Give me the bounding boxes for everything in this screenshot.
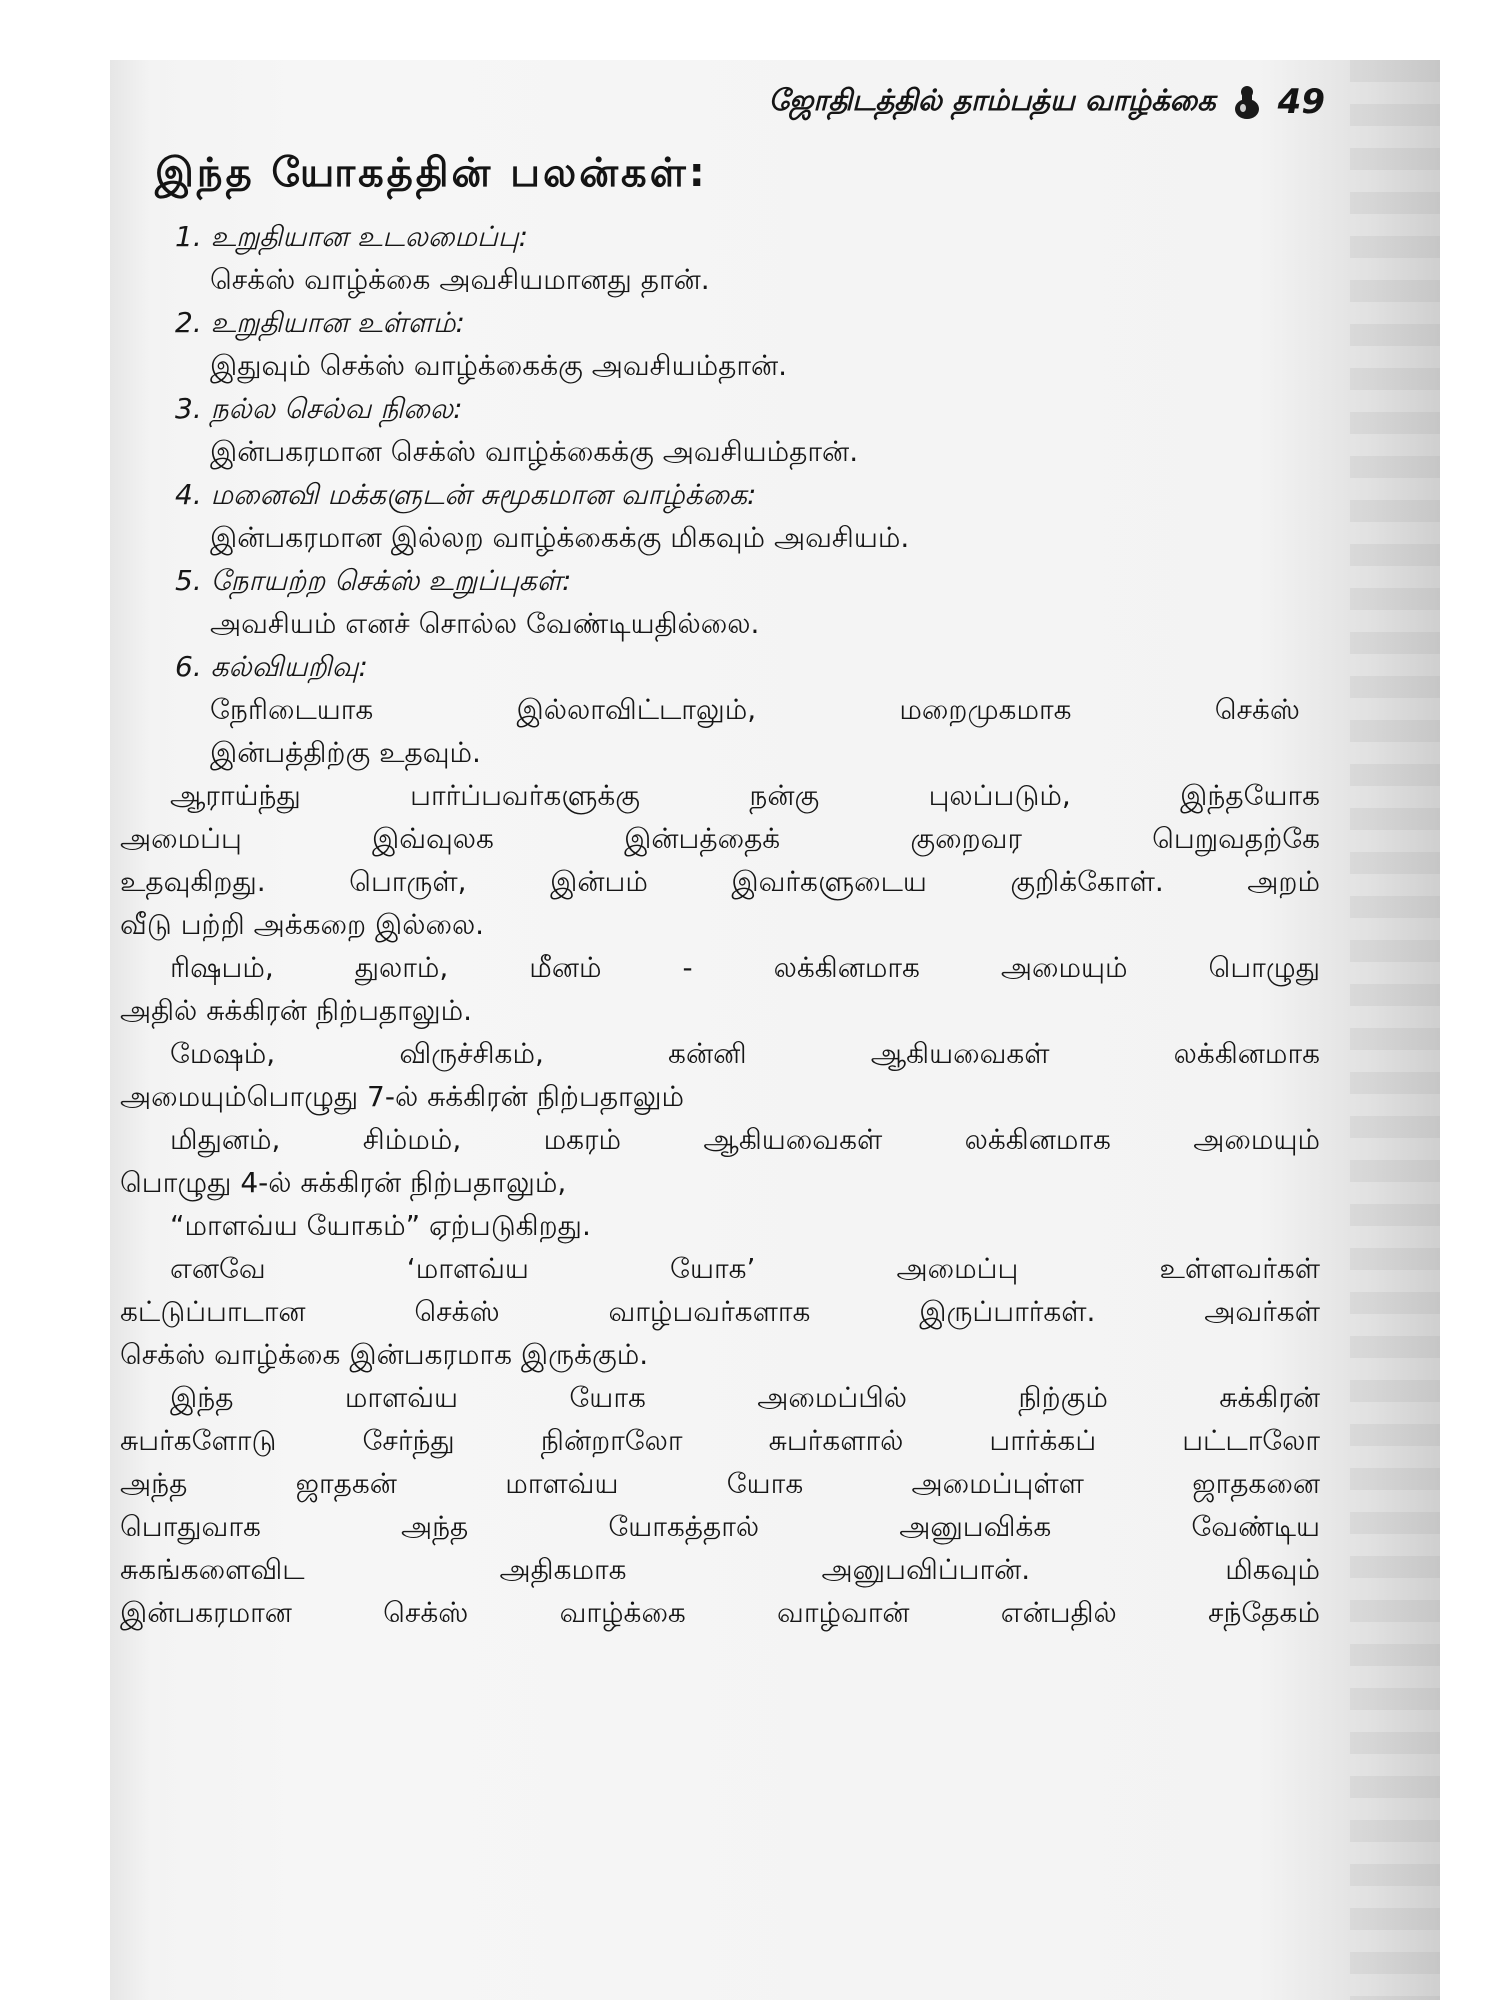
list-item-text: இன்பகரமான இல்லற வாழ்க்கைக்கு மிகவும் அவசியம். xyxy=(210,521,910,554)
paragraph-line: அமைப்பு இவ்வுலக இன்பத்தைக் குறைவர பெறுவதற்கே xyxy=(120,822,1320,855)
pot-ornament-icon xyxy=(1232,84,1262,120)
paragraph-line: சுகங்களைவிட அதிகமாக அனுபவிப்பான். மிகவும் xyxy=(120,1553,1320,1586)
paragraph-line: அமையும்பொழுது 7-ல் சுக்கிரன் நிற்பதாலும் xyxy=(120,1080,685,1113)
list-item-text: இன்பகரமான செக்ஸ் வாழ்க்கைக்கு அவசியம்தான். xyxy=(210,435,859,468)
paragraph-line: எனவே ‘மாளவ்ய யோக’ அமைப்பு உள்ளவர்கள் xyxy=(170,1252,1320,1285)
book-page xyxy=(110,60,1440,2000)
list-item-text: செக்ஸ் வாழ்க்கை அவசியமானது தான். xyxy=(210,263,710,296)
list-item-text: அவசியம் எனச் சொல்ல வேண்டியதில்லை. xyxy=(210,607,760,640)
paragraph-line: ஆராய்ந்து பார்ப்பவர்களுக்கு நன்கு புலப்படும், இந்தயோக xyxy=(170,779,1320,812)
running-header-title: ஜோதிடத்தில் தாம்பத்ய வாழ்க்கை xyxy=(768,83,1216,117)
paragraph-line: வீடு பற்றி அக்கறை இல்லை. xyxy=(120,908,485,941)
paragraph-line: உதவுகிறது. பொருள், இன்பம் இவர்களுடைய குறிக்கோள். அறம் xyxy=(120,865,1320,898)
running-header xyxy=(768,82,1325,122)
paragraph-line: பொழுது 4-ல் சுக்கிரன் நிற்பதாலும், xyxy=(120,1166,567,1199)
paragraph-line: அதில் சுக்கிரன் நிற்பதாலும். xyxy=(120,994,473,1027)
paragraph-line: சுபர்களோடு சேர்ந்து நின்றாலோ சுபர்களால் பார்க்கப் பட்டாலோ xyxy=(120,1424,1320,1457)
list-item-text: இன்பத்திற்கு உதவும். xyxy=(210,736,481,769)
list-item-text: இதுவும் செக்ஸ் வாழ்க்கைக்கு அவசியம்தான். xyxy=(210,349,788,382)
list-item-title: 6. கல்வியறிவு: xyxy=(175,650,368,683)
paragraph-line: மிதுனம், சிம்மம், மகரம் ஆகியவைகள் லக்கினமாக அமையும் xyxy=(170,1123,1320,1156)
paragraph-line: “மாளவ்ய யோகம்” ஏற்படுகிறது. xyxy=(170,1209,591,1242)
paragraph-line: பொதுவாக அந்த யோகத்தால் அனுபவிக்க வேண்டிய xyxy=(120,1510,1320,1543)
paragraph-line: அந்த ஜாதகன் மாளவ்ய யோக அமைப்புள்ள ஜாதகனை xyxy=(120,1467,1320,1500)
list-item-title: 4. மனைவி மக்களுடன் சுமூகமான வாழ்க்கை: xyxy=(175,478,757,511)
list-item-title: 3. நல்ல செல்வ நிலை: xyxy=(175,392,463,425)
facing-page-bleed xyxy=(1350,60,1440,2000)
paragraph-line: செக்ஸ் வாழ்க்கை இன்பகரமாக இருக்கும். xyxy=(120,1338,649,1371)
list-item-text: நேரிடையாக இல்லாவிட்டாலும், மறைமுகமாக செக்ஸ் xyxy=(210,693,1300,726)
section-heading: இந்த யோகத்தின் பலன்கள்: xyxy=(155,150,708,196)
list-item-title: 5. நோயற்ற செக்ஸ் உறுப்புகள்: xyxy=(175,564,572,597)
list-item-title: 1. உறுதியான உடலமைப்பு: xyxy=(175,220,529,253)
paragraph-line: ரிஷபம், துலாம், மீனம் - லக்கினமாக அமையும் பொழுது xyxy=(170,951,1320,984)
page-number: 49 xyxy=(1277,82,1325,122)
paragraph-line: மேஷம், விருச்சிகம், கன்னி ஆகியவைகள் லக்கினமாக xyxy=(170,1037,1320,1070)
paragraph-line: கட்டுப்பாடான செக்ஸ் வாழ்பவர்களாக இருப்பார்கள். அவர்கள் xyxy=(120,1295,1320,1328)
paragraph-line: இன்பகரமான செக்ஸ் வாழ்க்கை வாழ்வான் என்பதில் சந்தேகம் xyxy=(120,1596,1320,1629)
paragraph-line: இந்த மாளவ்ய யோக அமைப்பில் நிற்கும் சுக்கிரன் xyxy=(170,1381,1320,1414)
list-item-title: 2. உறுதியான உள்ளம்: xyxy=(175,306,465,339)
